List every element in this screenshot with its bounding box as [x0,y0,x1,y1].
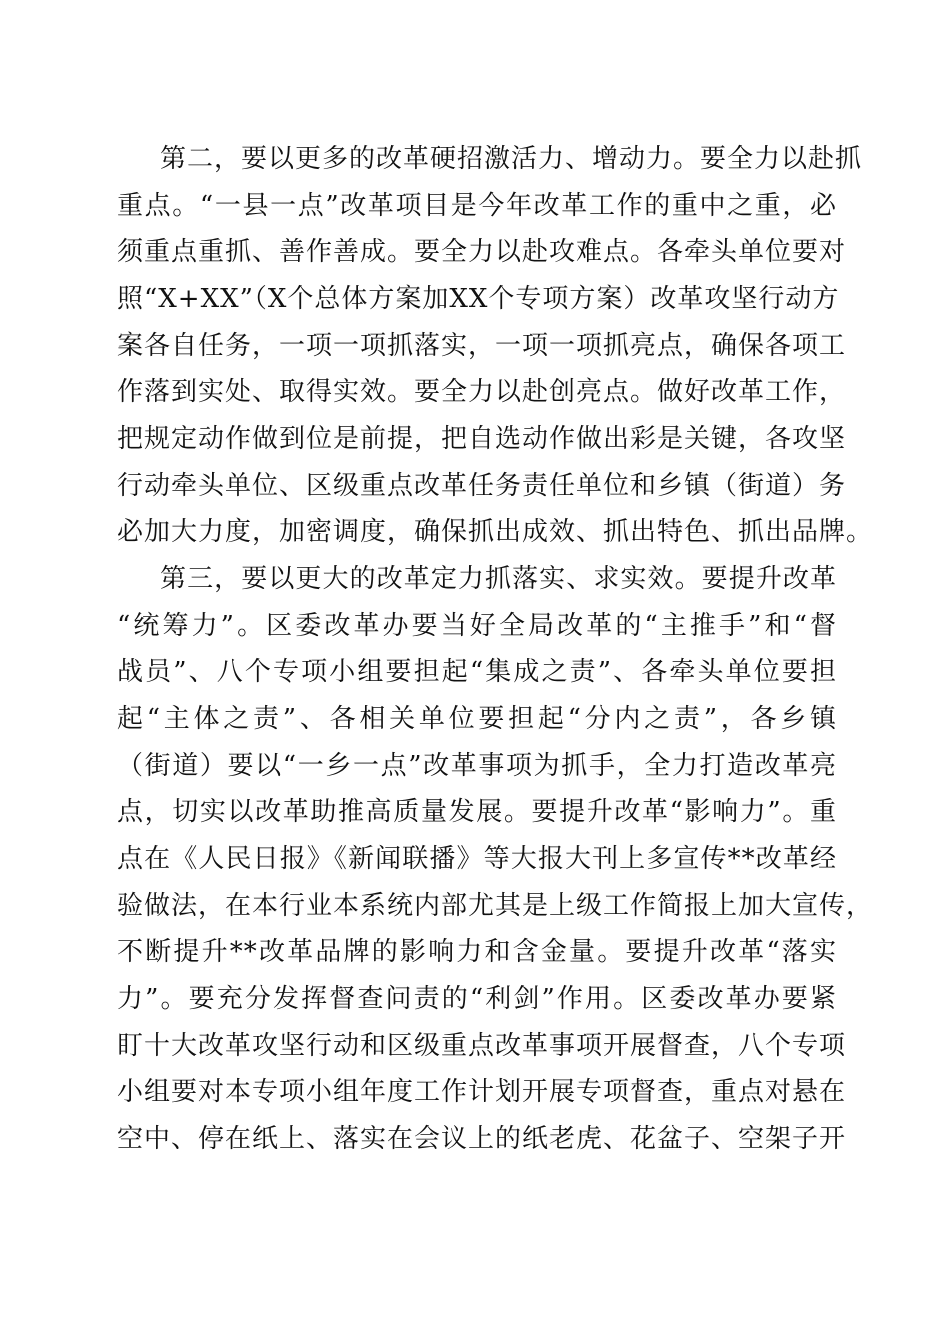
paragraph-line: 第二，要以更多的改革硬招激活力、增动力。要全力以赴抓 [160,144,863,174]
paragraph-line: 照“X+XX”（X个总体方案加XX个专项方案）改革攻坚行动方 [117,284,840,314]
paragraph-line: 点，切实以改革助推高质量发展。要提升改革“影响力”。重 [117,797,837,827]
paragraph-line: 验做法，在本行业本系统内部尤其是上级工作简报上加大宣传， [117,891,874,921]
paragraph-line: 战员”、八个专项小组要担起“集成之责”、各牵头单位要担 [117,657,837,687]
paragraph-line: 空中、停在纸上、落实在会议上的纸老虎、花盆子、空架子开 [117,1124,847,1154]
paragraph-line: 起“主体之责”、各相关单位要担起“分内之责”，各乡镇 [117,704,837,734]
paragraph-line: 小组要对本专项小组年度工作计划开展专项督查，重点对悬在 [117,1077,847,1107]
paragraph-line: 盯十大改革攻坚行动和区级重点改革事项开展督查，八个专项 [117,1031,847,1061]
paragraph-line: 须重点重抓、善作善成。要全力以赴攻难点。各牵头单位要对 [117,237,847,267]
paragraph-line: 力”。要充分发挥督查问责的“利剑”作用。区委改革办要紧 [117,984,837,1014]
paragraph-line: 作落到实处、取得实效。要全力以赴创亮点。做好改革工作， [117,377,847,407]
paragraph-line: 第三，要以更大的改革定力抓落实、求实效。要提升改革 [160,564,837,594]
paragraph-line: 重点。“一县一点”改革项目是今年改革工作的重中之重，必 [117,191,837,221]
paragraph-line: 把规定动作做到位是前提，把自选动作做出彩是关键，各攻坚 [117,424,847,454]
paragraph-line: 点在《人民日报》《新闻联播》等大报大刊上多宣传**改革经 [117,844,837,874]
paragraph-line: 不断提升**改革品牌的影响力和含金量。要提升改革“落实 [117,937,837,967]
paragraph-line: 必加大力度，加密调度，确保抓出成效、抓出特色、抓出品牌。 [117,517,874,547]
paragraph-line: 行动牵头单位、区级重点改革任务责任单位和乡镇（街道）务 [117,471,847,501]
paragraph-line: 案各自任务，一项一项抓落实，一项一项抓亮点，确保各项工 [117,331,847,361]
paragraph-line: （街道）要以“一乡一点”改革事项为抓手，全力打造改革亮 [117,751,837,781]
paragraph-line: “统筹力”。区委改革办要当好全局改革的“主推手”和“督 [117,611,837,641]
